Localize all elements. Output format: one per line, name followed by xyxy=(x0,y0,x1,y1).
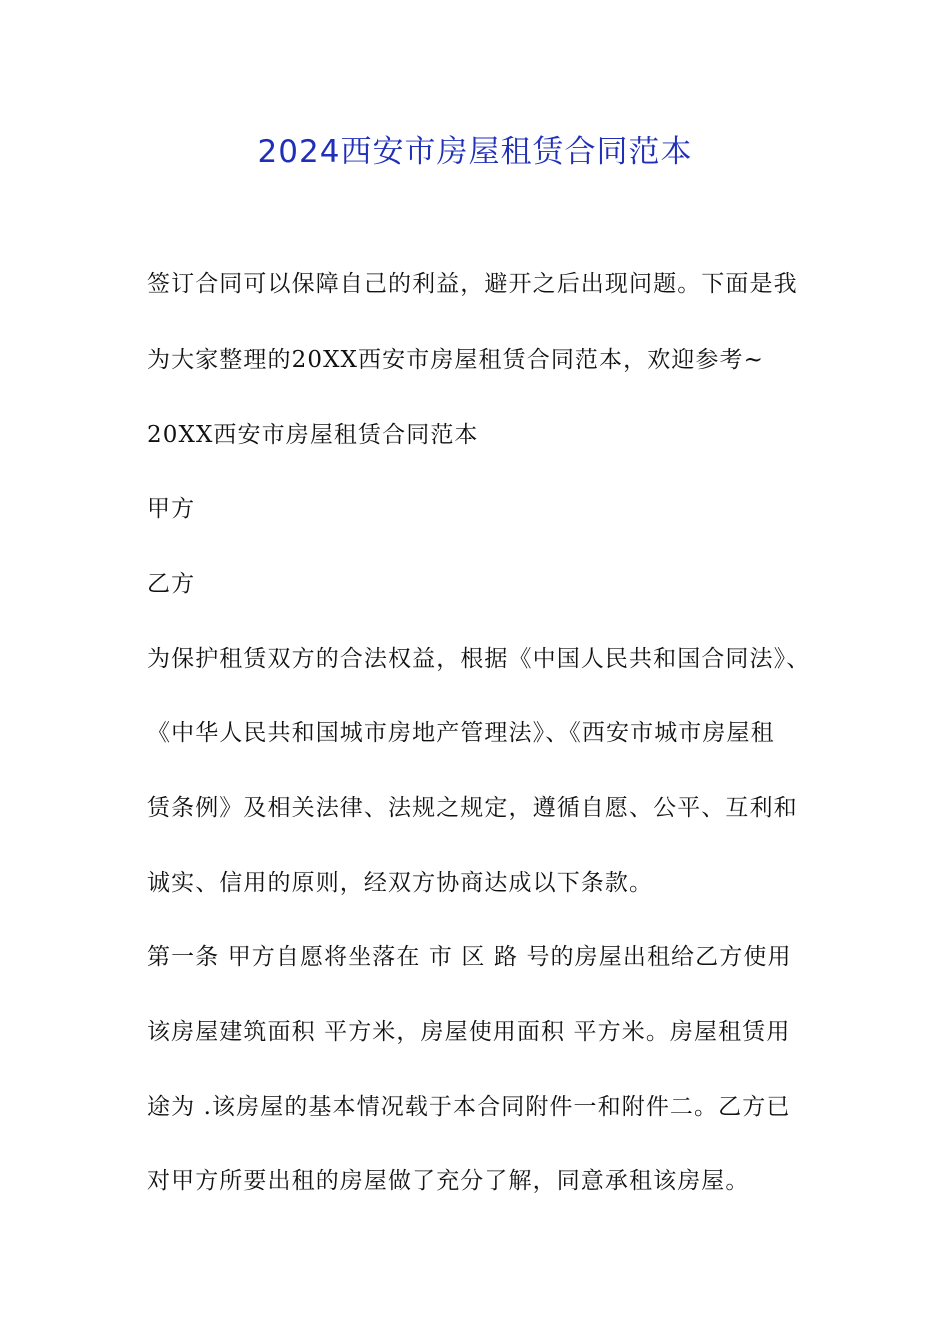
preamble-line-3: 赁条例》及相关法律、法规之规定，遵循自愿、公平、互利和 xyxy=(147,795,798,821)
intro-line-1: 签订合同可以保障自己的利益，避开之后出现问题。下面是我 xyxy=(147,271,798,297)
preamble-line-1: 为保护租赁双方的合法权益，根据《中国人民共和国合同法》、 xyxy=(147,646,811,672)
article-1-line-1: 第一条 甲方自愿将坐落在 市 区 路 号的房屋出租给乙方使用 xyxy=(147,944,792,970)
party-b-label: 乙方 xyxy=(147,571,196,597)
party-a-label: 甲方 xyxy=(147,496,196,522)
preamble-line-4: 诚实、信用的原则，经双方协商达成以下条款。 xyxy=(147,870,654,896)
intro-line-2: 为大家整理的20XX西安市房屋租赁合同范本，欢迎参考~ xyxy=(147,347,764,373)
article-1-line-3: 途为 .该房屋的基本情况载于本合同附件一和附件二。乙方已 xyxy=(147,1094,791,1120)
document-title: 2024西安市房屋租赁合同范本 xyxy=(257,134,693,170)
contract-heading: 20XX西安市房屋租赁合同范本 xyxy=(147,422,479,448)
preamble-line-2: 《中华人民共和国城市房地产管理法》、《西安市城市房屋租 xyxy=(147,720,775,746)
article-1-line-4: 对甲方所要出租的房屋做了充分了解，同意承租该房屋。 xyxy=(147,1168,750,1194)
article-1-line-2: 该房屋建筑面积 平方米，房屋使用面积 平方米。房屋租赁用 xyxy=(147,1019,791,1045)
